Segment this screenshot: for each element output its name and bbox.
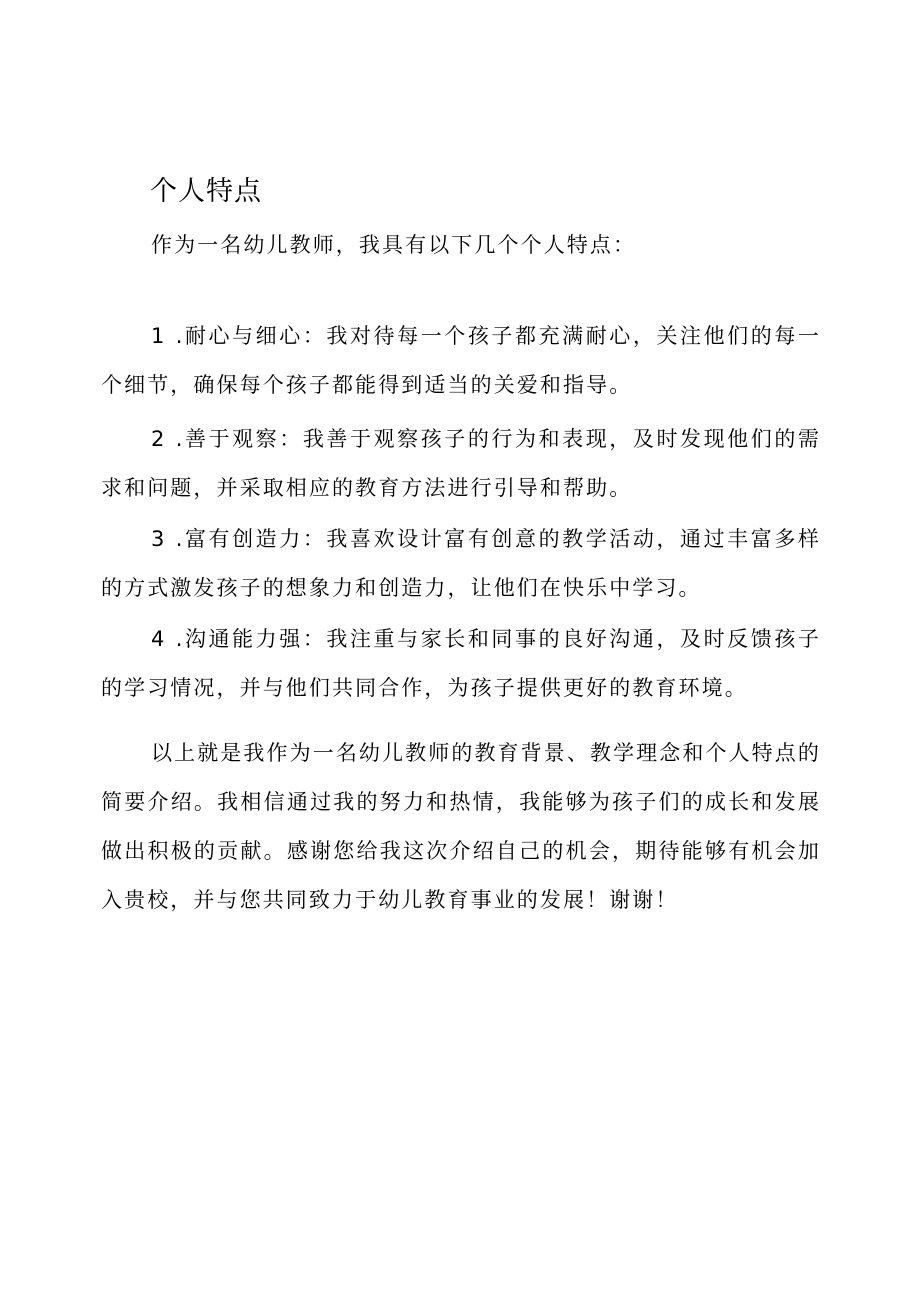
trait-item-patience: 1 .耐心与细心：我对待每一个孩子都充满耐心，关注他们的每一个细节，确保每个孩子都能得到适当的关爱和指导。 xyxy=(101,324,821,397)
trait-item-creativity: 3 .富有创造力：我喜欢设计富有创意的教学活动，通过丰富多样的方式激发孩子的想象力和创造力，让他们在快乐中学习。 xyxy=(101,527,821,600)
trait-item-communication: 4 .沟通能力强：我注重与家长和同事的良好沟通，及时反馈孩子的学习情况，并与他们共同合作，为孩子提供更好的教育环境。 xyxy=(101,627,821,700)
closing-paragraph: 以上就是我作为一名幼儿教师的教育背景、教学理念和个人特点的简要介绍。我相信通过我的努力和热情，我能够为孩子们的成长和发展做出积极的贡献。感谢您给我这次介绍自己的机会，期待能够有机会加入贵校，并与您共同致力于幼儿教育事业的发展！谢谢！ xyxy=(101,741,821,912)
intro-paragraph: 作为一名幼儿教师，我具有以下几个个人特点： xyxy=(151,233,637,257)
section-heading: 个人特点 xyxy=(150,176,262,207)
trait-item-observation: 2 .善于观察：我善于观察孩子的行为和表现，及时发现他们的需求和问题，并采取相应的教育方法进行引导和帮助。 xyxy=(101,427,821,500)
